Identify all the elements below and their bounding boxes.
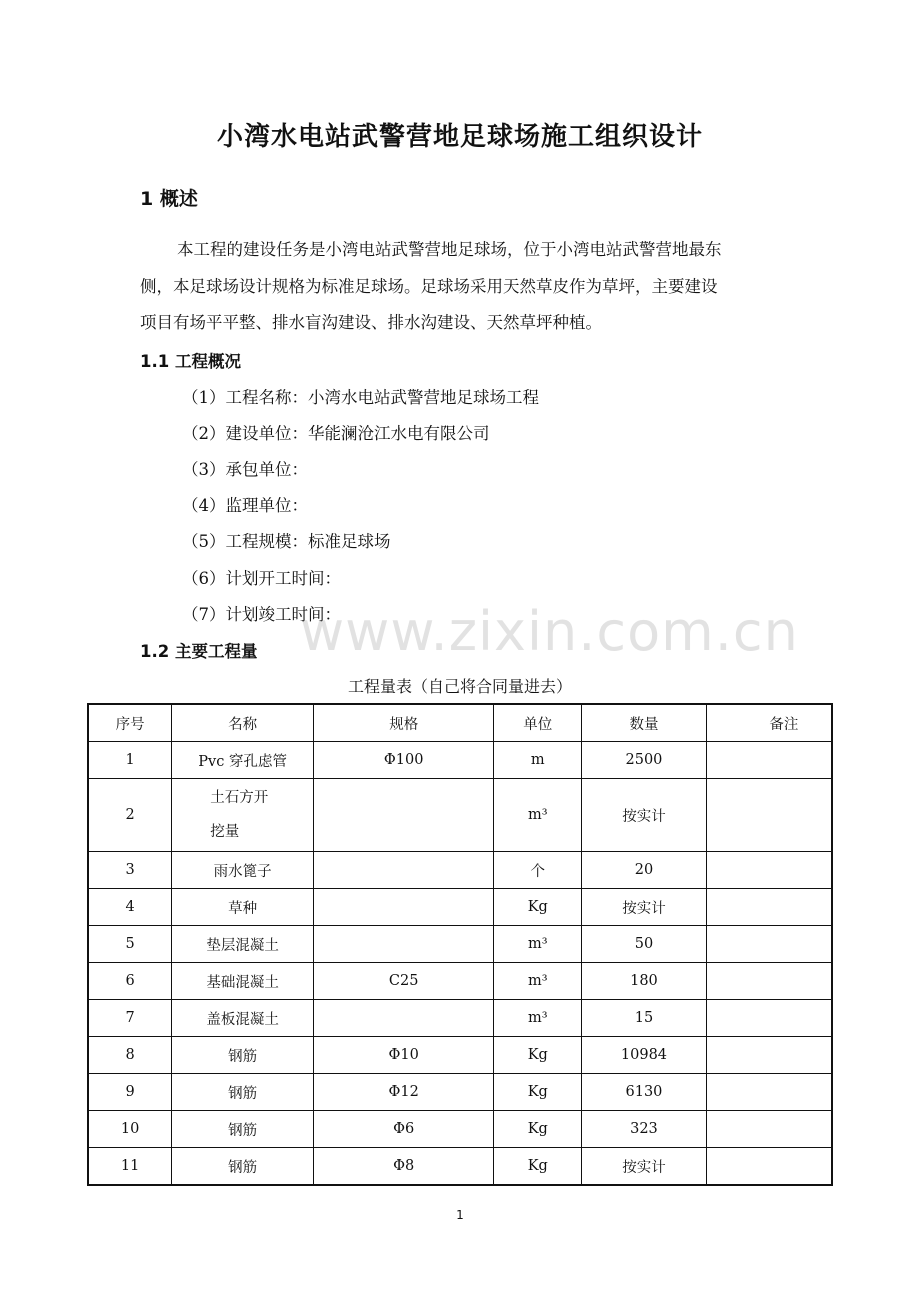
cell-name: 盖板混凝土: [172, 1000, 314, 1037]
cell-name: 垫层混凝土: [172, 926, 314, 963]
table-row: [88, 742, 832, 779]
cell-unit: m³: [494, 963, 582, 1000]
cell-remark: [706, 963, 832, 1000]
cell-remark: [706, 1074, 832, 1111]
info-item-project-name: （1）工程名称：小湾水电站武警营地足球场工程: [182, 388, 539, 407]
cell-spec: [314, 779, 494, 852]
cell-unit: m³: [494, 926, 582, 963]
cell-quantity: 2500: [582, 742, 707, 779]
header-name: 名称: [172, 704, 314, 742]
cell-quantity: 按实计: [582, 889, 707, 926]
cell-remark: [706, 1148, 832, 1186]
cell-spec: [314, 926, 494, 963]
cell-index: 9: [88, 1074, 172, 1111]
info-item-scale: （5）工程规模：标准足球场: [182, 532, 391, 551]
header-remark: 备注: [706, 704, 832, 742]
table-header-row: [88, 704, 832, 742]
table-row: [88, 1111, 832, 1148]
quantity-table: [87, 703, 833, 1186]
cell-remark: [706, 926, 832, 963]
cell-quantity: 20: [582, 852, 707, 889]
cell-name: 钢筋: [172, 1148, 314, 1186]
paragraph-line: 项目有场平平整、排水盲沟建设、排水沟建设、天然草坪种植。: [140, 313, 602, 332]
page-number: 1: [456, 1208, 464, 1222]
cell-quantity: 50: [582, 926, 707, 963]
cell-spec: [314, 1000, 494, 1037]
cell-index: 3: [88, 852, 172, 889]
section-heading-overview: 1 概述: [140, 188, 198, 210]
cell-name: 土石方开挖量: [172, 779, 314, 852]
cell-index: 8: [88, 1037, 172, 1074]
cell-unit: Kg: [494, 1148, 582, 1186]
cell-remark: [706, 1000, 832, 1037]
table-row: [88, 963, 832, 1000]
cell-quantity: 180: [582, 963, 707, 1000]
cell-index: 5: [88, 926, 172, 963]
table-row: [88, 852, 832, 889]
cell-unit: Kg: [494, 1111, 582, 1148]
watermark: www.zixin.com.cn: [300, 600, 799, 663]
cell-name: 基础混凝土: [172, 963, 314, 1000]
cell-spec: C25: [314, 963, 494, 1000]
paragraph-line: 本工程的建设任务是小湾电站武警营地足球场，位于小湾电站武警营地最东: [177, 240, 722, 259]
cell-index: 4: [88, 889, 172, 926]
document-title: 小湾水电站武警营地足球场施工组织设计: [216, 122, 703, 152]
cell-spec: [314, 889, 494, 926]
header-index: 序号: [88, 704, 172, 742]
cell-spec: Φ12: [314, 1074, 494, 1111]
overview-paragraph: [140, 232, 785, 342]
cell-quantity: 323: [582, 1111, 707, 1148]
cell-name: 草种: [172, 889, 314, 926]
cell-spec: Φ8: [314, 1148, 494, 1186]
section-heading-quantities: 1.2 主要工程量: [140, 642, 258, 661]
section-heading-project-overview: 1.1 工程概况: [140, 352, 241, 371]
cell-spec: [314, 852, 494, 889]
header-quantity: 数量: [582, 704, 707, 742]
table-row: [88, 1037, 832, 1074]
cell-unit: Kg: [494, 1037, 582, 1074]
info-item-start-date: （6）计划开工时间：: [182, 569, 341, 588]
cell-name: Pvc 穿孔虑管: [172, 742, 314, 779]
info-item-owner: （2）建设单位：华能澜沧江水电有限公司: [182, 424, 490, 443]
cell-spec: Φ10: [314, 1037, 494, 1074]
cell-remark: [706, 889, 832, 926]
cell-index: 11: [88, 1148, 172, 1186]
cell-index: 1: [88, 742, 172, 779]
cell-quantity: 按实计: [582, 1148, 707, 1186]
cell-remark: [706, 779, 832, 852]
info-item-supervisor: （4）监理单位：: [182, 496, 308, 515]
table-row: [88, 889, 832, 926]
cell-remark: [706, 1037, 832, 1074]
table-row: [88, 1000, 832, 1037]
cell-unit: Kg: [494, 1074, 582, 1111]
header-unit: 单位: [494, 704, 582, 742]
table-caption: 工程量表（自己将合同量进去）: [347, 677, 572, 696]
table-row: [88, 1074, 832, 1111]
cell-unit: 个: [494, 852, 582, 889]
cell-unit: m³: [494, 1000, 582, 1037]
cell-index: 6: [88, 963, 172, 1000]
cell-remark: [706, 742, 832, 779]
cell-unit: m: [494, 742, 582, 779]
cell-index: 2: [88, 779, 172, 852]
header-spec: 规格: [314, 704, 494, 742]
cell-index: 10: [88, 1111, 172, 1148]
table-row: [88, 1148, 832, 1186]
table-row: [88, 926, 832, 963]
paragraph-line: 侧，本足球场设计规格为标准足球场。足球场采用天然草皮作为草坪，主要建设: [140, 276, 718, 296]
cell-spec: Φ6: [314, 1111, 494, 1148]
cell-quantity: 10984: [582, 1037, 707, 1074]
cell-index: 7: [88, 1000, 172, 1037]
cell-name: 钢筋: [172, 1074, 314, 1111]
cell-name: 雨水篦子: [172, 852, 314, 889]
table-row: [88, 779, 832, 852]
cell-remark: [706, 852, 832, 889]
cell-quantity: 6130: [582, 1074, 707, 1111]
cell-unit: m³: [494, 779, 582, 852]
cell-quantity: 按实计: [582, 779, 707, 852]
cell-unit: Kg: [494, 889, 582, 926]
cell-quantity: 15: [582, 1000, 707, 1037]
info-item-completion-date: （7）计划竣工时间：: [182, 605, 341, 624]
cell-name: 钢筋: [172, 1037, 314, 1074]
cell-spec: Φ100: [314, 742, 494, 779]
cell-remark: [706, 1111, 832, 1148]
cell-name: 钢筋: [172, 1111, 314, 1148]
info-item-contractor: （3）承包单位：: [182, 460, 308, 479]
